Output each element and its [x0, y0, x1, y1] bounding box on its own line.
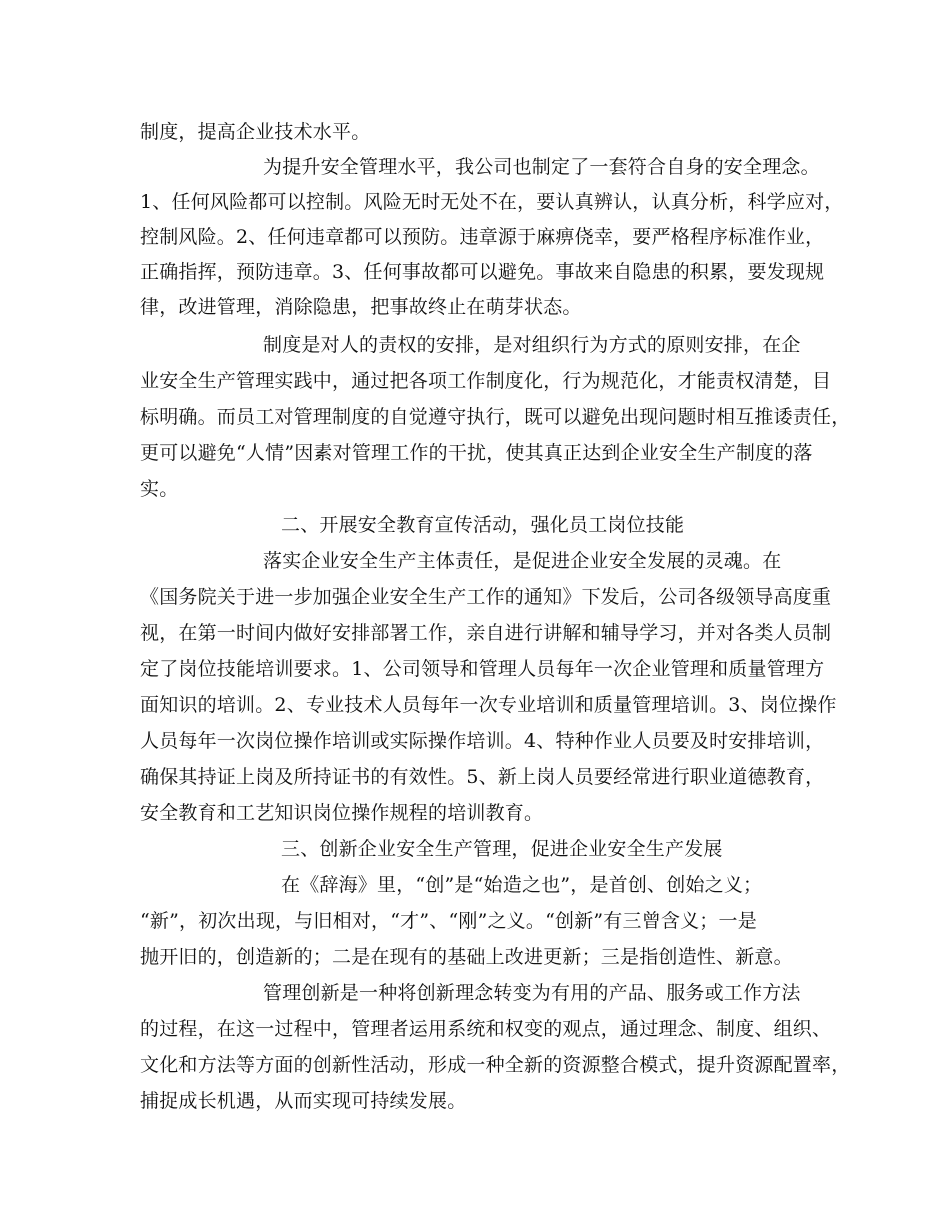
- paragraph-line: 在《辞海》里，“创”是“始造之也”，是首创、创始之义；: [281, 874, 763, 896]
- paragraph-line: 视，在第一时间内做好安排部署工作，亲自进行讲解和辅导学习，并对各类人员制: [140, 622, 832, 644]
- paragraph-line: 文化和方法等方面的创新性活动，形成一种全新的资源整合模式，提升资源配置率，: [140, 1054, 851, 1076]
- paragraph-line: 面知识的培训。2、专业技术人员每年一次专业培训和质量管理培训。3、岗位操作: [140, 694, 837, 716]
- paragraph-line: 《国务院关于进一步加强企业安全生产工作的通知》下发后，公司各级领导高度重: [140, 586, 832, 608]
- paragraph-line: 的过程，在这一过程中，管理者运用系统和权变的观点，通过理念、制度、组织、: [140, 1018, 832, 1040]
- paragraph-line: 安全教育和工艺知识岗位操作规程的培训教育。: [140, 802, 544, 824]
- paragraph-line: 标明确。而员工对管理制度的自觉遵守执行，既可以避免出现问题时相互推诿责任，: [140, 406, 851, 428]
- paragraph-line: 定了岗位技能培训要求。1、公司领导和管理人员每年一次企业管理和质量管理方: [140, 658, 825, 680]
- paragraph-line: 更可以避免“人情”因素对管理工作的干扰，使其真正达到企业安全生产制度的落: [140, 442, 813, 464]
- paragraph-line: 控制风险。2、任何违章都可以预防。违章源于麻痹侥幸，要严格程序标准作业，: [140, 226, 825, 248]
- paragraph-line: 人员每年一次岗位操作培训或实际操作培训。4、特种作业人员要及时安排培训，: [140, 730, 825, 752]
- paragraph-line: 业安全生产管理实践中，通过把各项工作制度化，行为规范化，才能责权清楚，目: [140, 370, 832, 392]
- paragraph-line: 1、任何风险都可以控制。风险无时无处不在，要认真辨认，认真分析，科学应对，: [140, 191, 844, 213]
- paragraph-line: 制度，提高企业技术水平。: [140, 121, 371, 143]
- paragraph-line: 落实企业安全生产主体责任，是促进企业安全发展的灵魂。在: [263, 550, 782, 572]
- paragraph-line: 制度是对人的责权的安排，是对组织行为方式的原则安排，在企: [263, 334, 801, 356]
- paragraph-line: 抛开旧的，创造新的；二是在现有的基础上改进更新；三是指创造性、新意。: [140, 946, 793, 968]
- paragraph-line: 管理创新是一种将创新理念转变为有用的产品、服务或工作方法: [263, 982, 801, 1004]
- section-heading: 三、创新企业安全生产管理，促进企业安全生产发展: [281, 838, 723, 860]
- paragraph-line: 律，改进管理，消除隐患，把事故终止在萌芽状态。: [140, 296, 582, 318]
- paragraph-line: 实。: [140, 478, 179, 500]
- paragraph-line: 确保其持证上岗及所持证书的有效性。5、新上岗人员要经常进行职业道德教育，: [140, 766, 825, 788]
- paragraph-line: 为提升安全管理水平，我公司也制定了一套符合自身的安全理念。: [263, 156, 820, 178]
- section-heading: 二、开展安全教育宣传活动，强化员工岗位技能: [281, 514, 685, 536]
- paragraph-line: 正确指挥，预防违章。3、任何事故都可以避免。事故来自隐患的积累，要发现规: [140, 261, 825, 283]
- paragraph-line: 捕捉成长机遇，从而实现可持续发展。: [140, 1090, 467, 1112]
- paragraph-line: “新”，初次出现，与旧相对，“才”、“刚”之义。“创新”有三曾含义；一是: [140, 910, 757, 932]
